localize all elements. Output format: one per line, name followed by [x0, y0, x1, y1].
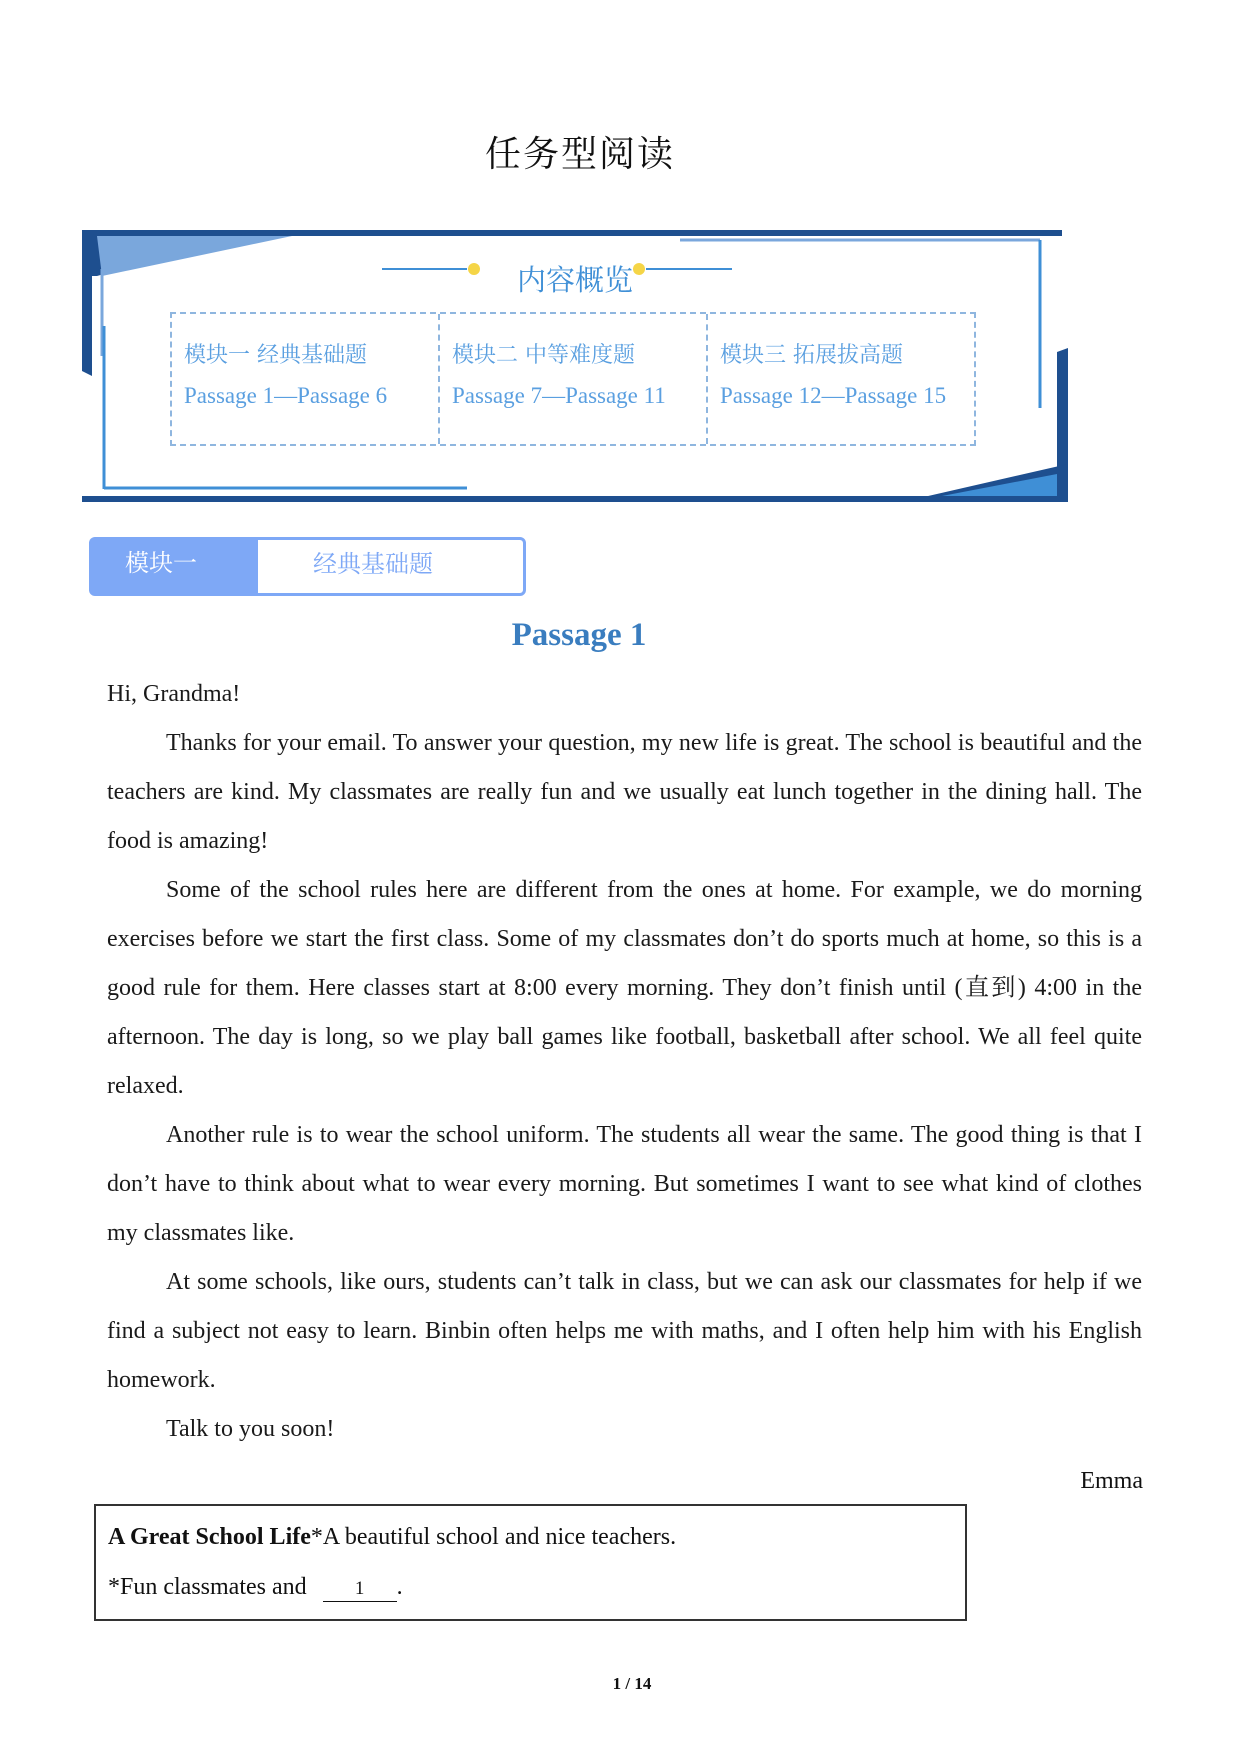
- page-number: 1 / 14: [612, 1674, 652, 1693]
- module-tag: [89, 537, 526, 596]
- module-name: 模块三 拓展拔高题: [720, 343, 903, 368]
- module-tag-right-label: 经典基础题: [313, 550, 433, 578]
- content-overview-banner: [82, 226, 1068, 502]
- summary-line2-prefix: *Fun classmates and: [108, 1574, 307, 1600]
- passage-signature: Emma: [1080, 1468, 1143, 1494]
- module-range: Passage 1—Passage 6: [184, 383, 388, 408]
- passage-paragraph: Some of the school rules here are different from the ones at home. For example, we do morning exercises before we start the first class. Some of my classmates don’t do sports much at home, so this is a good rule for them. Here classes start at 8:00 every morning. They don’t finish until (直到) 4:00 in the afternoon. The day is long, so we play ball games like football, basketball after school. We all feel quite relaxed.: [107, 877, 1142, 1099]
- overview-title: 内容概览: [516, 263, 633, 297]
- summary-line-2: [108, 1562, 953, 1612]
- module-tag-left-label: 模块一: [125, 549, 197, 577]
- module-tag-left: [89, 537, 259, 596]
- module-name: 模块二 中等难度题: [452, 343, 635, 368]
- module-grid: [170, 312, 976, 446]
- summary-line-1: [108, 1512, 953, 1562]
- passage-paragraph: Another rule is to wear the school uniform. The students all wear the same. The good thing is that I don’t have to think about what to wear every morning. But sometimes I want to see what kind of clothes my classmates like.: [107, 1122, 1142, 1246]
- passage-paragraph: Thanks for your email. To answer your question, my new life is great. The school is beautiful and the teachers are kind. My classmates are really fun and we usually eat lunch together in the dining hall. The food is amazing!: [107, 730, 1142, 854]
- module-range: Passage 7—Passage 11: [452, 383, 666, 408]
- module-cell-3: [708, 314, 974, 444]
- passage-paragraph: At some schools, like ours, students can’t talk in class, but we can ask our classmates for help if we find a subject not easy to learn. Binbin often helps me with maths, and I often help him with his English homework.: [107, 1269, 1142, 1393]
- module-range: Passage 12—Passage 15: [720, 383, 947, 408]
- module-cell-1: [172, 314, 440, 444]
- module-name: 模块一 经典基础题: [184, 343, 367, 368]
- summary-heading: A Great School Life: [108, 1524, 311, 1550]
- summary-box: [94, 1504, 967, 1621]
- summary-line2-suffix: .: [396, 1574, 403, 1600]
- passage-paragraph: Talk to you soon!: [166, 1416, 335, 1442]
- module-cell-2: [440, 314, 708, 444]
- module-tag-right: [255, 537, 526, 596]
- passage-body: [107, 719, 1142, 1454]
- summary-line1-text: *A beautiful school and nice teachers.: [310, 1524, 677, 1550]
- answer-blank-1[interactable]: 1: [323, 1577, 397, 1602]
- document-title: 任务型阅读: [484, 134, 675, 175]
- passage-greeting: Hi, Grandma!: [107, 681, 241, 707]
- passage-title: Passage 1: [511, 617, 647, 653]
